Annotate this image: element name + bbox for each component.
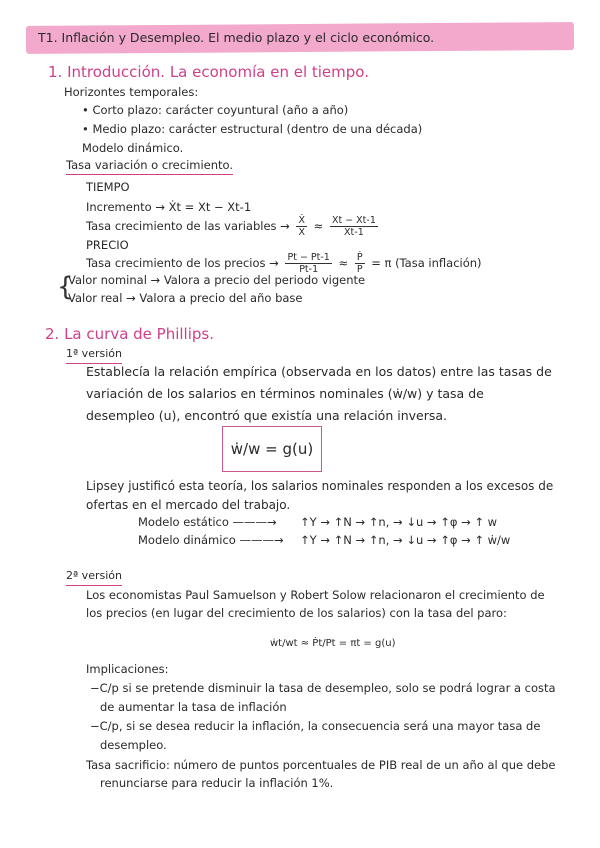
version1-heading: 1ª versión (66, 346, 122, 364)
denominator: P (356, 264, 363, 275)
tasa-precios-label: Tasa crecimiento de los precios → (86, 256, 279, 270)
version2-heading: 2ª versión (66, 568, 122, 586)
section1-heading: 1. Introducción. La economía en el tiempo. (48, 63, 369, 81)
implication-line: −C/p si se pretende disminuir la tasa de desempleo, solo se podrá lograr a costa (90, 681, 556, 695)
implication-line: de aumentar la tasa de inflación (100, 700, 287, 714)
fraction (330, 215, 378, 238)
precio-label: PRECIO (86, 238, 129, 252)
tasa-variables-label: Tasa crecimiento de las variables → (86, 219, 290, 233)
tiempo-label: TIEMPO (86, 180, 130, 194)
modelo-estatico-label: Modelo estático ———→ (138, 515, 277, 529)
tasa-variables-formula (86, 215, 381, 238)
implication-line: −C/p, si se desea reducir la inflación, la consecuencia será una mayor tasa de (90, 719, 541, 733)
section2-heading: 2. La curva de Phillips. (45, 325, 214, 343)
approx-sign: ≈ (313, 219, 324, 233)
implication-line: desempleo. (100, 738, 167, 752)
paragraph-line: variación de los salarios en términos nominales (ẇ/w) y tasa de (86, 386, 484, 401)
denominator: X (298, 227, 305, 238)
denominator: Xt-1 (344, 227, 364, 238)
page-title: T1. Inflación y Desempleo. El medio plazo y el ciclo económico. (38, 30, 435, 45)
numerator: Pt − Pt-1 (287, 252, 330, 263)
inflation-label: = π (Tasa inflación) (371, 256, 482, 270)
denominator: Pt-1 (299, 264, 319, 275)
modelo-dinamico-chain: ↑Y → ↑N → ↑n, → ↓u → ↑φ → ↑ ẇ/w (300, 533, 511, 547)
valor-nominal: Valor nominal → Valora a precio del periodo vigente (68, 273, 366, 287)
paragraph-line: los precios (en lugar del crecimiento de los salarios) con la tasa del paro: (86, 606, 507, 620)
valor-real: Valor real → Valora a precio del año base (68, 291, 303, 305)
fraction (296, 215, 307, 238)
phillips-formula: ẇ/w = g(u) (230, 440, 314, 458)
brace: { (57, 272, 74, 302)
modelo-estatico-chain: ↑Y → ↑N → ↑n, → ↓u → ↑φ → ↑ w (300, 515, 498, 529)
paragraph-line: Los economistas Paul Samuelson y Robert Solow relacionaron el crecimiento de (86, 588, 545, 602)
modelo-dinamico: Modelo dinámico. (82, 141, 184, 155)
numerator: Ṗ (356, 252, 363, 263)
paragraph-line: desempleo (u), encontró que existía una relación inversa. (86, 408, 447, 423)
paragraph-line: Establecía la relación empírica (observada en los datos) entre las tasas de (86, 364, 552, 379)
sacrificio-line: renunciarse para reducir la inflación 1%. (100, 776, 334, 790)
paragraph-line: ofertas en el mercado del trabajo. (86, 498, 291, 512)
incremento-formula: Incremento → Ẋt = Xt − Xt-1 (86, 200, 252, 214)
numerator: Xt − Xt-1 (331, 215, 376, 226)
samuelson-solow-formula: ẇt/wt ≈ Ṗt/Pt = πt = g(u) (270, 638, 396, 649)
paragraph-line: Lipsey justificó esta teoría, los salarios nominales responden a los excesos de (86, 479, 554, 493)
phillips-formula-box (222, 426, 322, 472)
medio-plazo-item: • Medio plazo: carácter estructural (dentro de una década) (82, 122, 423, 136)
sacrificio-line: Tasa sacrificio: número de puntos porcentuales de PIB real de un año al que debe (86, 758, 556, 772)
approx-sign: ≈ (338, 256, 349, 270)
corto-plazo-item: • Corto plazo: carácter coyuntural (año a año) (82, 103, 349, 117)
tasa-variacion-heading: Tasa variación o crecimiento. (66, 157, 233, 175)
implicaciones-label: Implicaciones: (86, 662, 169, 676)
horizontes-label: Horizontes temporales: (64, 85, 199, 99)
numerator: Ẋ (298, 215, 305, 226)
modelo-dinamico-label: Modelo dinámico ———→ (138, 533, 284, 547)
